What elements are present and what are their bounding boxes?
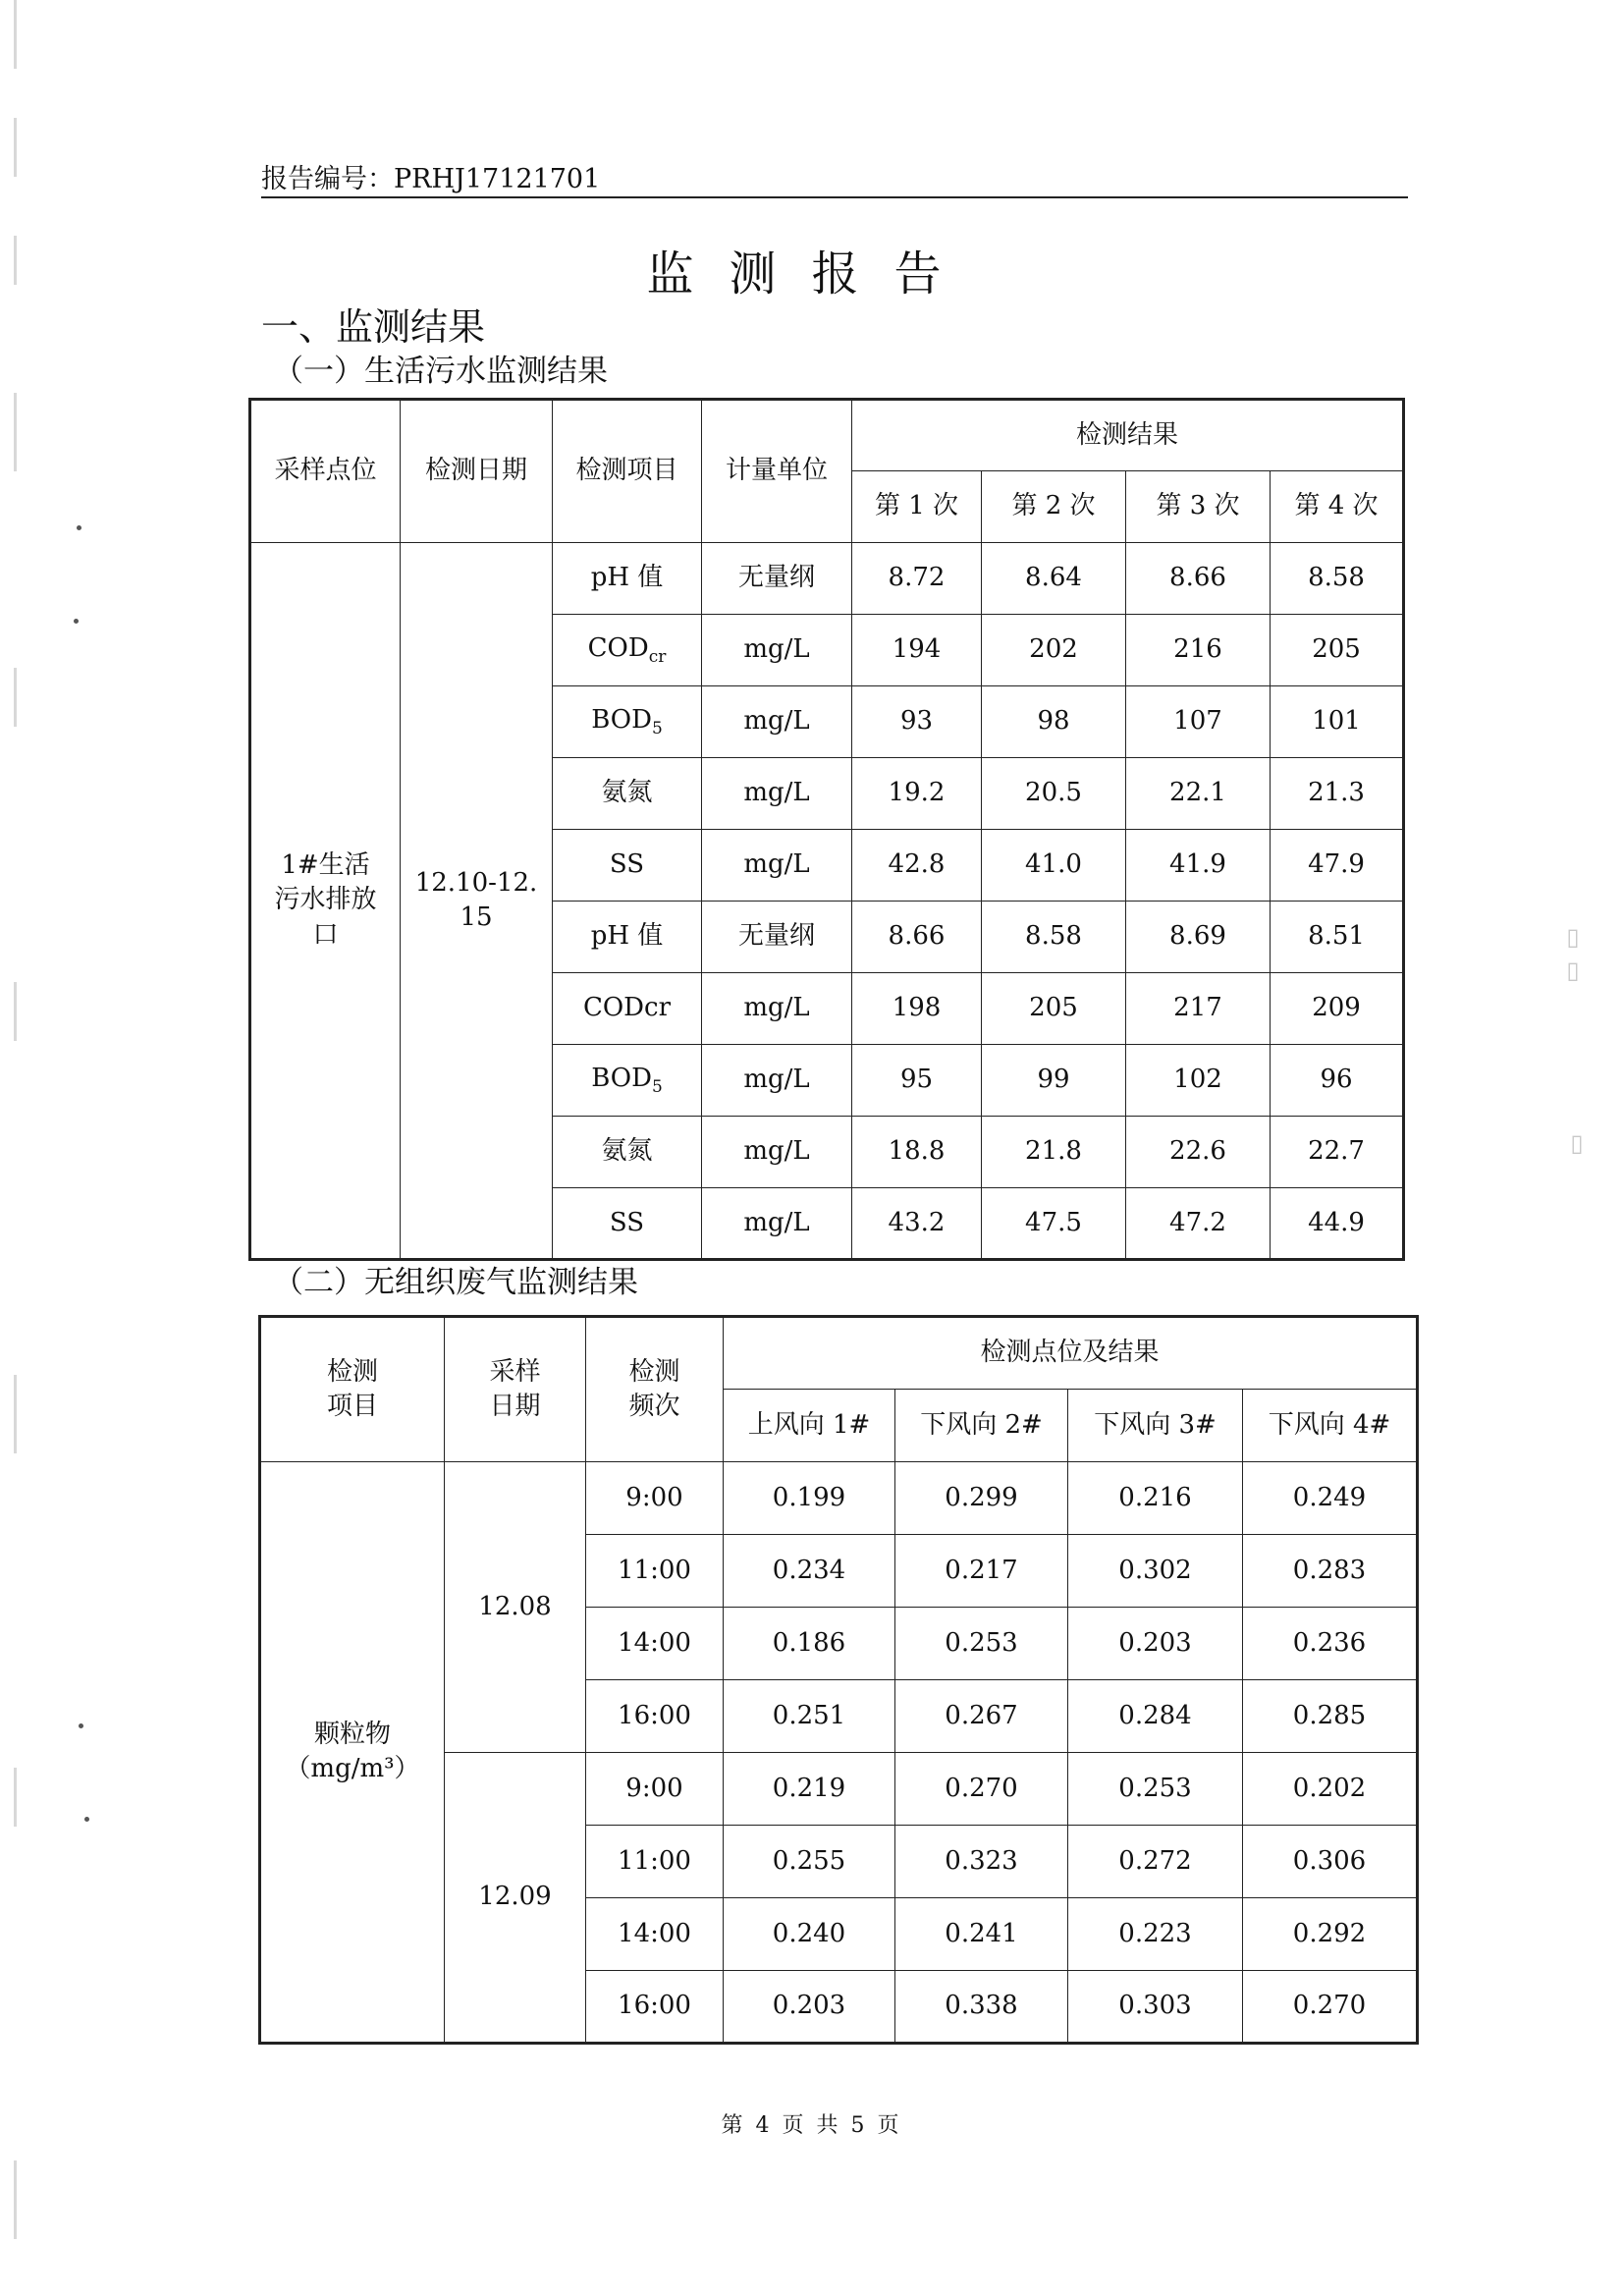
subsection-heading-air: （二）无组织废气监测结果 <box>273 1265 638 1300</box>
value-cell: 0.240 <box>724 1898 895 1971</box>
value-cell: 8.66 <box>1126 543 1271 615</box>
header-rule <box>261 196 1408 198</box>
item-unit: （mg/m³） <box>285 1754 420 1783</box>
scan-speck <box>74 619 79 624</box>
time-cell: 11:00 <box>586 1535 724 1608</box>
seal-stamp-fragment: ▯ <box>1563 1129 1591 1163</box>
value-cell: 0.249 <box>1243 1462 1418 1535</box>
value-cell: 8.58 <box>1271 543 1404 615</box>
binding-margin-line <box>14 982 17 1041</box>
item-cell <box>553 543 702 615</box>
value-cell: 0.302 <box>1068 1535 1243 1608</box>
header-point: 下风向 3# <box>1068 1390 1243 1462</box>
scan-speck <box>84 1817 89 1822</box>
value-cell: 0.251 <box>724 1680 895 1753</box>
header-point: 下风向 4# <box>1243 1390 1418 1462</box>
value-cell: 0.199 <box>724 1462 895 1535</box>
item-text: SS <box>609 1207 645 1237</box>
value-cell: 0.323 <box>895 1826 1068 1898</box>
value-cell: 0.299 <box>895 1462 1068 1535</box>
item-cell <box>553 830 702 902</box>
value-cell: 0.241 <box>895 1898 1068 1971</box>
binding-margin-line <box>14 668 17 727</box>
header-frequency-text: 检测频次 <box>628 1356 680 1421</box>
header-point: 下风向 2# <box>895 1390 1068 1462</box>
value-cell: 0.292 <box>1243 1898 1418 1971</box>
value-cell: 216 <box>1126 615 1271 686</box>
value-cell: 0.285 <box>1243 1680 1418 1753</box>
site-text: 1#生活污水排放口 <box>274 850 377 950</box>
header-date: 检测日期 <box>401 400 553 543</box>
time-cell: 9:00 <box>586 1462 724 1535</box>
value-cell: 99 <box>982 1045 1126 1117</box>
value-cell: 98 <box>982 686 1126 758</box>
value-cell: 22.7 <box>1271 1117 1404 1188</box>
binding-margin-line <box>14 2160 17 2239</box>
value-cell: 205 <box>982 973 1126 1045</box>
item-cell <box>553 902 702 973</box>
header-points: 检测点位及结果 <box>724 1317 1418 1390</box>
item-text: BOD <box>591 1063 652 1093</box>
value-cell: 47.9 <box>1271 830 1404 902</box>
header-results: 检测结果 <box>852 400 1404 471</box>
table-row <box>260 1462 1418 1535</box>
date-cell: 12.08 <box>445 1462 586 1753</box>
value-cell: 0.203 <box>1068 1608 1243 1680</box>
scan-speck <box>79 1723 83 1728</box>
binding-margin-line <box>14 0 17 69</box>
unit-cell: mg/L <box>702 1117 852 1188</box>
value-cell: 209 <box>1271 973 1404 1045</box>
value-cell: 8.64 <box>982 543 1126 615</box>
fugitive-gas-results-table <box>258 1315 1419 2045</box>
item-text: SS <box>609 849 645 880</box>
site-cell <box>250 543 401 1260</box>
unit-cell: 无量纲 <box>702 543 852 615</box>
subsection-heading-wastewater: （一）生活污水监测结果 <box>273 354 608 389</box>
header-site: 采样点位 <box>250 400 401 543</box>
item-cell <box>553 1045 702 1117</box>
value-cell: 194 <box>852 615 982 686</box>
time-cell: 14:00 <box>586 1608 724 1680</box>
value-cell: 93 <box>852 686 982 758</box>
time-cell: 14:00 <box>586 1898 724 1971</box>
value-cell: 0.219 <box>724 1753 895 1826</box>
item-text: COD <box>587 632 649 663</box>
item-text: CODcr <box>582 993 672 1023</box>
time-cell: 16:00 <box>586 1971 724 2044</box>
date-cell: 12.09 <box>445 1753 586 2044</box>
header-unit: 计量单位 <box>702 400 852 543</box>
value-cell: 202 <box>982 615 1126 686</box>
unit-cell: mg/L <box>702 1045 852 1117</box>
value-cell: 8.58 <box>982 902 1126 973</box>
value-cell: 41.0 <box>982 830 1126 902</box>
report-number: 报告编号：PRHJ17121701 <box>261 164 601 194</box>
unit-cell: mg/L <box>702 758 852 830</box>
page-footer: 第 4 页 共 5 页 <box>721 2113 902 2138</box>
wastewater-results-table <box>248 398 1405 1261</box>
unit-cell: mg/L <box>702 830 852 902</box>
value-cell: 102 <box>1126 1045 1271 1117</box>
header-run: 第 4 次 <box>1271 471 1404 543</box>
value-cell: 21.8 <box>982 1117 1126 1188</box>
header-date <box>445 1317 586 1462</box>
binding-margin-line <box>14 118 17 177</box>
value-cell: 0.338 <box>895 1971 1068 2044</box>
header-point: 上风向 1# <box>724 1390 895 1462</box>
item-text: 氨氮 <box>601 778 653 808</box>
value-cell: 0.217 <box>895 1535 1068 1608</box>
value-cell: 96 <box>1271 1045 1404 1117</box>
header-item-text: 检测项目 <box>326 1356 378 1421</box>
item-text: pH 值 <box>590 563 664 593</box>
date-cell <box>401 543 553 1260</box>
time-cell: 16:00 <box>586 1680 724 1753</box>
binding-margin-line <box>14 1375 17 1453</box>
value-cell: 0.186 <box>724 1608 895 1680</box>
binding-margin-line <box>14 393 17 471</box>
page-title: 监测报告 <box>646 246 977 301</box>
item-subscript: 5 <box>651 719 663 739</box>
value-cell: 95 <box>852 1045 982 1117</box>
value-cell: 47.2 <box>1126 1188 1271 1260</box>
item-subscript: cr <box>648 647 667 668</box>
value-cell: 0.255 <box>724 1826 895 1898</box>
time-cell: 11:00 <box>586 1826 724 1898</box>
value-cell: 107 <box>1126 686 1271 758</box>
value-cell: 19.2 <box>852 758 982 830</box>
item-cell <box>553 758 702 830</box>
item-text: 氨氮 <box>601 1136 653 1167</box>
value-cell: 43.2 <box>852 1188 982 1260</box>
value-cell: 20.5 <box>982 758 1126 830</box>
item-cell <box>553 615 702 686</box>
value-cell: 0.234 <box>724 1535 895 1608</box>
unit-cell: 无量纲 <box>702 902 852 973</box>
item-cell <box>553 1117 702 1188</box>
value-cell: 22.1 <box>1126 758 1271 830</box>
unit-cell: mg/L <box>702 973 852 1045</box>
value-cell: 0.267 <box>895 1680 1068 1753</box>
value-cell: 198 <box>852 973 982 1045</box>
header-run: 第 3 次 <box>1126 471 1271 543</box>
date-text: 12.10-12.15 <box>414 867 538 932</box>
header-run: 第 2 次 <box>982 471 1126 543</box>
value-cell: 8.66 <box>852 902 982 973</box>
value-cell: 8.51 <box>1271 902 1404 973</box>
value-cell: 0.270 <box>895 1753 1068 1826</box>
unit-cell: mg/L <box>702 615 852 686</box>
value-cell: 0.284 <box>1068 1680 1243 1753</box>
header-run: 第 1 次 <box>852 471 982 543</box>
item-text: pH 值 <box>590 921 664 952</box>
value-cell: 8.72 <box>852 543 982 615</box>
value-cell: 0.306 <box>1243 1826 1418 1898</box>
value-cell: 8.69 <box>1126 902 1271 973</box>
section-heading: 一、监测结果 <box>261 305 486 349</box>
value-cell: 205 <box>1271 615 1404 686</box>
value-cell: 47.5 <box>982 1188 1126 1260</box>
value-cell: 0.272 <box>1068 1826 1243 1898</box>
value-cell: 0.253 <box>895 1608 1068 1680</box>
value-cell: 42.8 <box>852 830 982 902</box>
value-cell: 0.253 <box>1068 1753 1243 1826</box>
scan-speck <box>77 525 81 530</box>
value-cell: 217 <box>1126 973 1271 1045</box>
table-row <box>250 543 1404 615</box>
value-cell: 44.9 <box>1271 1188 1404 1260</box>
item-subscript: 5 <box>651 1077 663 1098</box>
item-cell <box>553 1188 702 1260</box>
value-cell: 0.202 <box>1243 1753 1418 1826</box>
header-item: 检测项目 <box>553 400 702 543</box>
value-cell: 0.203 <box>724 1971 895 2044</box>
unit-cell: mg/L <box>702 686 852 758</box>
item-text: BOD <box>591 704 652 735</box>
value-cell: 0.283 <box>1243 1535 1418 1608</box>
value-cell: 22.6 <box>1126 1117 1271 1188</box>
value-cell: 0.270 <box>1243 1971 1418 2044</box>
value-cell: 0.303 <box>1068 1971 1243 2044</box>
seal-stamp-fragment: ▯▯ <box>1559 923 1587 990</box>
item-cell <box>553 973 702 1045</box>
item-cell <box>260 1462 445 2044</box>
item-text: 颗粒物 <box>313 1719 391 1749</box>
header-date-text: 采样日期 <box>489 1356 541 1421</box>
value-cell: 0.216 <box>1068 1462 1243 1535</box>
value-cell: 41.9 <box>1126 830 1271 902</box>
value-cell: 0.223 <box>1068 1898 1243 1971</box>
header-item <box>260 1317 445 1462</box>
item-cell <box>553 686 702 758</box>
value-cell: 18.8 <box>852 1117 982 1188</box>
value-cell: 0.236 <box>1243 1608 1418 1680</box>
value-cell: 21.3 <box>1271 758 1404 830</box>
binding-margin-line <box>14 1768 17 1827</box>
time-cell: 9:00 <box>586 1753 724 1826</box>
value-cell: 101 <box>1271 686 1404 758</box>
unit-cell: mg/L <box>702 1188 852 1260</box>
header-frequency <box>586 1317 724 1462</box>
